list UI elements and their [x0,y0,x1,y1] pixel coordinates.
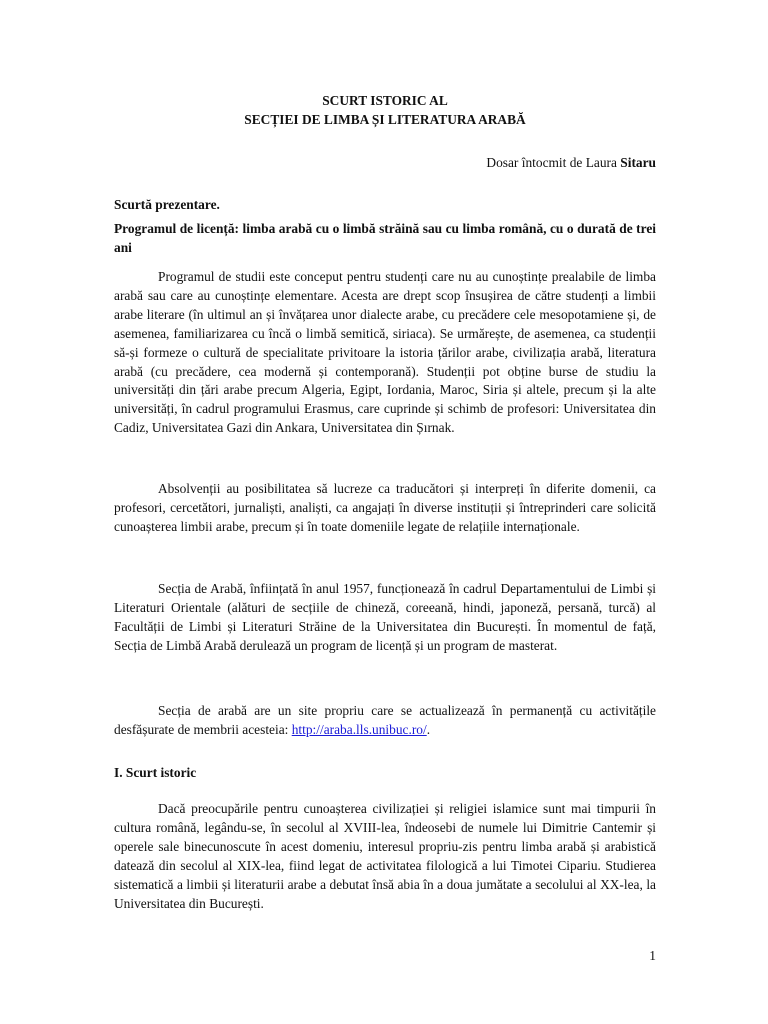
document-title-line1: SCURT ISTORIC AL [322,93,448,108]
intro-heading: Scurtă prezentare. [114,197,220,212]
website-link[interactable]: http://araba.lls.unibuc.ro/ [291,721,427,737]
paragraph-graduates: Absolvenții au posibilitatea să lucreze ca traducători și interpreți în diferite domenii, ca profesori, cercetători, jurnaliști, analiști, ca angajați în diverse instituții și întreprinderi care solicită cunoașterea limbii arabe, precum și în toate domeniile legate de relațiile internaționale. [114,481,656,534]
section-heading: I. Scurt istoric [114,765,197,780]
author-prefix: Dosar întocmit de Laura [486,155,621,170]
paragraph-department: Secția de Arabă, înființată în anul 1957, funcționează în cadrul Departamentului de Limbi și Literaturi Orientale (alături de secțiile de chineză, coreeană, hindi, japoneză, persană, turcă) al Facultății de Limbi și Literaturi Străine de la Universitatea din București. În momentul de față, Secția de Limbă Arabă derulează un program de licență și un program de masterat. [114,581,656,653]
page-number: 1 [649,948,656,963]
paragraph-history: Dacă preocupările pentru cunoașterea civilizației și religiei islamice sunt mai timpurii în cultura română, legându-se, în secolul al XVIII-lea, îndeosebi de numele lui Dimitrie Cantemir și operele sale binecunoscute în acest domeniu, interesul propriu-zis pentru limba arabă și arabistică datează din secolul al XIX-lea, fiind legat de activitatea filologică a lui Timotei Cipariu. Studierea sistematică a limbii și literaturii arabe a debutat însă abia în a doua jumătate a secolului al XX-lea, la Universitatea din București. [114,801,656,911]
program-title: Programul de licență: limba arabă cu o limbă străină sau cu limba română, cu o durată de trei ani [114,221,656,255]
website-text: Secția de arabă are un site propriu care se actualizează în permanență cu activitățile desfășurate de membrii acesteia: [114,703,656,737]
paragraph-program-description: Programul de studii este conceput pentru studenți care nu au cunoștințe prealabile de limba arabă sau care au cunoștințe elementare. Acesta are drept scop însușirea de către studenți a limbii arabe literare (în ultimul an și învățarea unor dialecte arabe, cu precădere cele mesopotamiene și, de asemenea, familiarizarea cu încă o limbă semitică, siriaca). Se urmărește, de asemenea, ca studenții să-și formeze o cultură de specialitate privitoare la istoria țărilor arabe, civilizația arabă, literatura arabă (cu precădere, cea modernă și contemporană). Studenții pot obține burse de studiu la universități din țări arabe precum Algeria, Egipt, Iordania, Maroc, Siria și altele, precum și la alte universități, în cadrul programului Erasmus, care cuprinde și schimb de profesori: Universitatea din Cadiz, Universitatea Gazi din Ankara, Universitatea din Șırnak. [114,269,656,436]
website-text-end: . [426,721,431,737]
author-line [486,154,656,173]
author-surname: Sitaru [620,155,656,170]
document-title-line2: SECȚIEI DE LIMBA ȘI LITERATURA ARABĂ [244,112,526,127]
document-page [114,0,656,1024]
paragraph-website [114,702,656,740]
